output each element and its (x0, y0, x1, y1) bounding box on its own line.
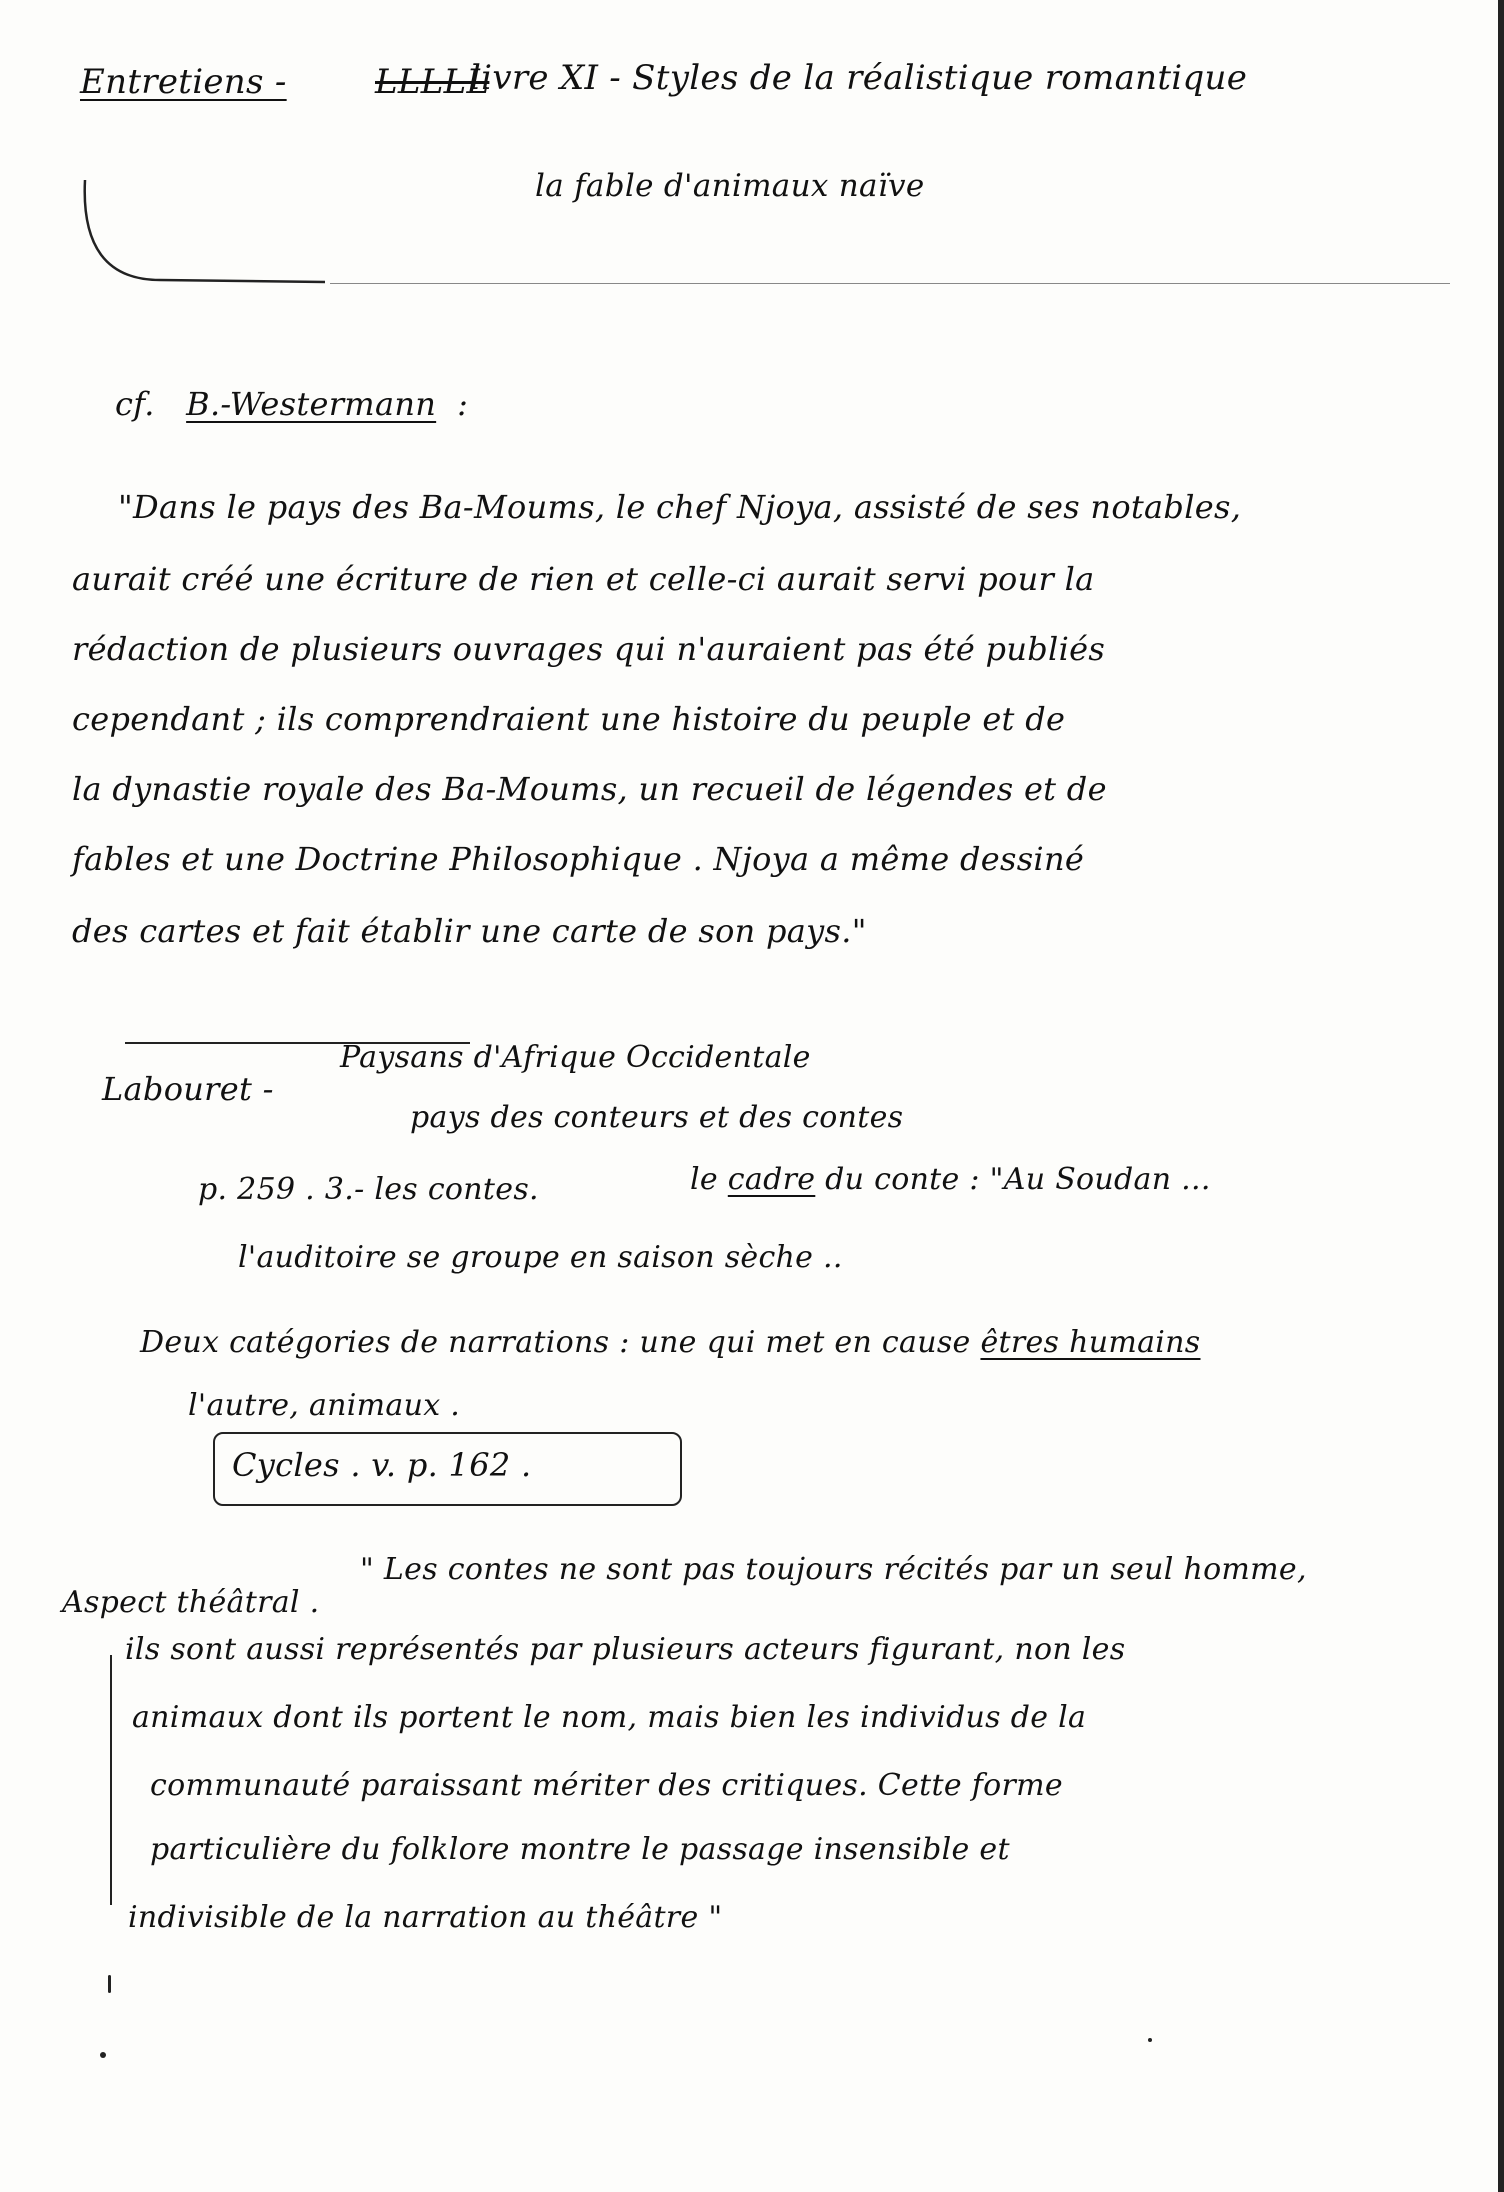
quote1-line-5: la dynastie royale des Ba-Moums, un recueil de légendes et de (72, 770, 1107, 808)
aspect-first-line: " Les contes ne sont pas toujours récités par un seul homme, (360, 1552, 1307, 1587)
header-divider (330, 283, 1450, 284)
aspect-line-2: animaux dont ils portent le nom, mais bien les individus de la (132, 1700, 1087, 1735)
quote1-line-6: fables et une Doctrine Philosophique . Njoya a même dessiné (72, 840, 1085, 878)
page-edge-shadow (1498, 0, 1504, 2192)
labouret-auditoire: l'auditoire se groupe en saison sèche .. (238, 1240, 843, 1275)
aspect-line-4: particulière du folklore montre le passage insensible et (150, 1832, 1010, 1867)
quote1-line-7: des cartes et fait établir une carte de son pays." (72, 912, 867, 950)
aspect-line-3: communauté paraissant mériter des critiques. Cette forme (150, 1768, 1063, 1803)
bracket-curve (70, 170, 330, 300)
stray-dot-2 (1148, 2038, 1152, 2042)
aspect-margin-bar (110, 1655, 112, 1905)
labouret-categories-2: l'autre, animaux . (188, 1388, 461, 1423)
stray-dot-3 (108, 1975, 111, 1993)
labouret-author: Labouret - (102, 1070, 274, 1108)
labouret-title: Paysans d'Afrique Occidentale (340, 1040, 811, 1075)
stray-dot-1 (100, 2052, 106, 2058)
ref-line: cf. B.-Westermann : (115, 385, 469, 423)
labouret-categories-1: Deux catégories de narrations : une qui met en cause êtres humains (140, 1325, 1201, 1360)
cycles-text: Cycles . v. p. 162 . (232, 1446, 532, 1484)
labouret-cadre: le cadre du conte : "Au Soudan ... (690, 1162, 1211, 1197)
quote1-line-1: "Dans le pays des Ba-Moums, le chef Njoya, assisté de ses notables, (118, 488, 1242, 526)
quote1-line-2: aurait créé une écriture de rien et celle-ci aurait servi pour la (72, 560, 1095, 598)
aspect-line-5: indivisible de la narration au théâtre " (128, 1900, 723, 1935)
header-title: livre XI - Styles de la réalistique romantique (470, 58, 1248, 98)
aspect-label: Aspect théâtral . (62, 1585, 320, 1620)
header-struck: LLLLL (375, 62, 490, 102)
labouret-page-ref: p. 259 . 3.- les contes. (198, 1172, 539, 1207)
labouret-subtitle: pays des conteurs et des contes (410, 1100, 904, 1135)
aspect-line-1: ils sont aussi représentés par plusieurs acteurs figurant, non les (125, 1632, 1126, 1667)
quote1-line-3: rédaction de plusieurs ouvrages qui n'auraient pas été publiés (72, 630, 1106, 668)
header-left: Entretiens - (80, 62, 287, 102)
quote1-line-4: cependant ; ils comprendraient une histoire du peuple et de (72, 700, 1066, 738)
header-subtitle: la fable d'animaux naïve (535, 168, 925, 204)
